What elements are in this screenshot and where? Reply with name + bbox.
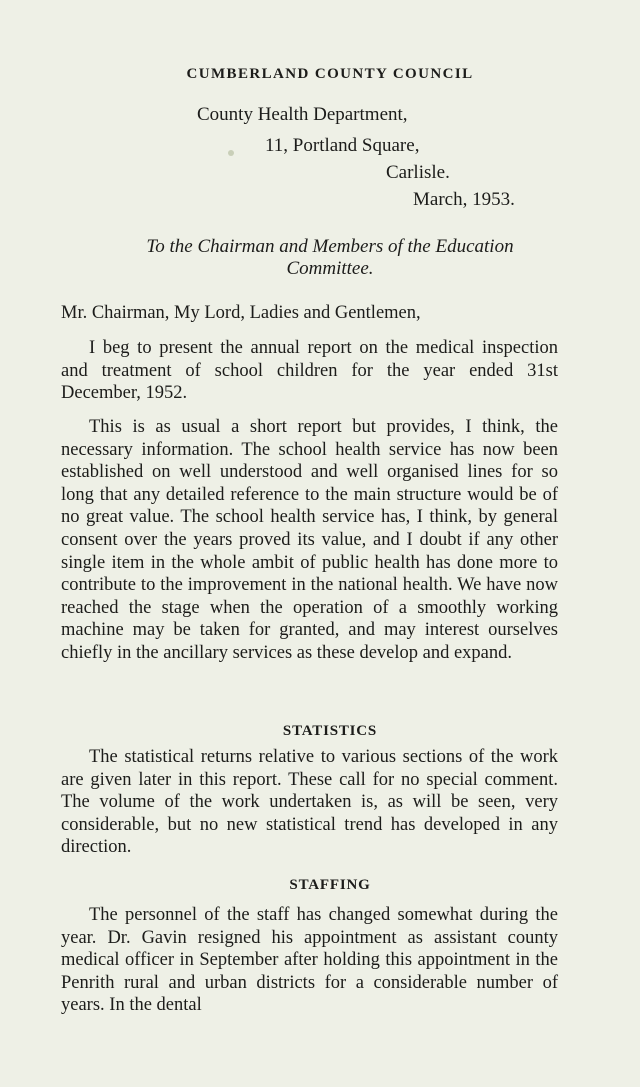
summary-paragraph <box>61 416 558 665</box>
statistics-text: The statistical returns relative to various sections of the work are given later in this report. These call for no special comment. The volume of the work undertaken is, as will be seen, very considerable, but no new statistical trend has developed in any direction. <box>61 747 558 858</box>
addressee-line-1: To the Chairman and Members of the Education <box>146 236 514 257</box>
council-title: CUMBERLAND COUNTY COUNCIL <box>186 66 474 82</box>
staffing-paragraph <box>61 904 558 1017</box>
staffing-text: The personnel of the staff has changed somewhat during the year. Dr. Gavin resigned his appointment as assistant county medical officer in September after holding this appointment in the Penrith rural and urban districts for a considerable number of years. In the dental <box>61 905 558 1016</box>
statistics-paragraph <box>61 746 558 859</box>
paper-speck <box>228 150 234 156</box>
intro-text: I beg to present the annual report on the medical inspection and treatment of school children for the year ended 31st December, 1952. <box>61 338 558 404</box>
greeting <box>61 302 558 325</box>
staffing-heading: STAFFING <box>289 877 371 893</box>
summary-text: This is as usual a short report but provides, I think, the necessary information. The school health service has now been established on well understood and well organised lines for so long that any detailed reference to the main structure would be of no great value. The school health service has, I think, by general consent over the years proved its value, and I doubt if any other single item in the whole ambit of public health has done more to contribute to the improvement in the national health. We have now reached the stage when the operation of a smoothly working machine may be taken for granted, and may interest ourselves chiefly in the ancillary services as these develop and expand. <box>61 417 558 663</box>
greeting-text: Mr. Chairman, My Lord, Ladies and Gentlemen, <box>61 303 421 323</box>
address-department: County Health Department, <box>197 104 408 125</box>
intro-paragraph <box>61 337 558 405</box>
address-city: Carlisle. <box>386 162 450 183</box>
addressee-line-2: Committee. <box>286 258 374 279</box>
address-street: 11, Portland Square, <box>265 135 420 156</box>
statistics-heading: STATISTICS <box>282 723 378 739</box>
letter-date: March, 1953. <box>413 189 515 210</box>
